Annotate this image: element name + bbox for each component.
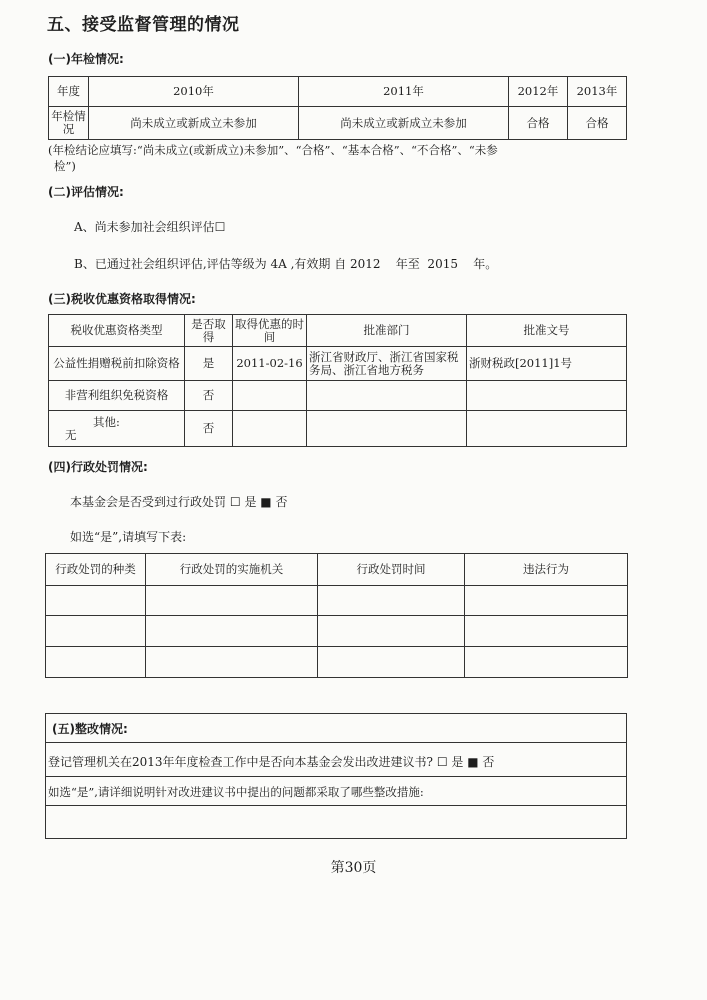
rectification-question-row [48, 753, 494, 770]
rectification-answer-field[interactable] [48, 807, 623, 835]
tax-cell-type: 非营利组织免税资格 [49, 381, 185, 411]
annual-table [48, 76, 627, 140]
penalty-question: 本基金会是否受到过行政处罚 [70, 495, 227, 509]
rectification-fill-hint: 如选“是”,请详细说明针对改进建议书中提出的问题都采取了哪些整改措施: [48, 785, 424, 799]
penalty-cell[interactable] [146, 586, 318, 616]
rectification-yes-checkbox[interactable]: ☐ [436, 755, 448, 769]
penalty-cell[interactable] [465, 616, 628, 647]
tax-cell-department [307, 411, 467, 447]
penalty-cell[interactable] [46, 647, 146, 678]
tax-cell-obtained: 否 [185, 411, 233, 447]
annual-year-2012: 2012年 [509, 77, 568, 107]
penalty-cell[interactable] [146, 647, 318, 678]
rectification-divider [46, 742, 626, 743]
penalty-no-checkbox[interactable]: ■ [260, 495, 272, 509]
tax-header-obtained: 是否取得 [185, 315, 233, 347]
penalty-cell[interactable] [318, 586, 465, 616]
tax-header-type: 税收优惠资格类型 [49, 315, 185, 347]
penalty-no-label: 否 [275, 495, 288, 509]
penalty-yes-checkbox[interactable]: ☐ [229, 495, 241, 509]
annual-result-2012: 合格 [509, 107, 568, 140]
penalty-cell[interactable] [318, 616, 465, 647]
tax-cell-department: 浙江省财政厅、浙江省国家税务局、浙江省地方税务 [307, 347, 467, 381]
penalty-cell[interactable] [465, 586, 628, 616]
tax-other-label: 其他: [93, 414, 120, 429]
page-number: 第30页 [330, 860, 377, 876]
rectification-heading: (五)整改情况: [52, 722, 128, 736]
annual-note-line2: 检”) [54, 159, 76, 173]
rectification-box [45, 713, 627, 839]
tax-cell-department [307, 381, 467, 411]
evaluation-option-a-checkbox[interactable]: ☐ [214, 220, 226, 234]
annual-note-line1: (年检结论应填写:“尚未成立(或新成立)未参加”、“合格”、“基本合格”、“不合格”、“未参 [48, 143, 498, 157]
annual-result-label: 年检情况 [49, 107, 89, 140]
penalty-header-agency: 行政处罚的实施机关 [146, 554, 318, 586]
penalty-question-row [70, 493, 287, 510]
annual-year-2013: 2013年 [568, 77, 627, 107]
rectification-divider [46, 805, 626, 806]
annual-header-label: 年度 [49, 77, 89, 107]
tax-cell-obtained: 否 [185, 381, 233, 411]
penalty-cell[interactable] [146, 616, 318, 647]
tax-table [48, 314, 627, 447]
tax-cell-type: 公益性捐赠税前扣除资格 [49, 347, 185, 381]
tax-cell-document [467, 381, 627, 411]
rectification-question: 登记管理机关在2013年年度检查工作中是否向本基金会发出改进建议书? [48, 755, 433, 769]
tax-cell-obtained: 是 [185, 347, 233, 381]
page-title: 五、接受监督管理的情况 [47, 15, 240, 35]
rectification-no-checkbox[interactable]: ■ [467, 755, 479, 769]
tax-other-value: 无 [65, 427, 77, 442]
penalty-cell[interactable] [46, 616, 146, 647]
penalty-heading: (四)行政处罚情况: [48, 460, 148, 474]
penalty-table [45, 553, 628, 678]
rectification-divider [46, 776, 626, 777]
tax-cell-document [467, 411, 627, 447]
rectification-no-label: 否 [482, 755, 495, 769]
annual-result-2010: 尚未成立或新成立未参加 [89, 107, 299, 140]
tax-cell-time [233, 381, 307, 411]
rectification-yes-label: 是 [451, 755, 464, 769]
penalty-cell[interactable] [46, 586, 146, 616]
penalty-header-violation: 违法行为 [465, 554, 628, 586]
penalty-header-type: 行政处罚的种类 [46, 554, 146, 586]
annual-result-2011: 尚未成立或新成立未参加 [299, 107, 509, 140]
tax-cell-document: 浙财税政[2011]1号 [467, 347, 627, 381]
tax-header-document: 批准文号 [467, 315, 627, 347]
penalty-cell[interactable] [318, 647, 465, 678]
tax-cell-time [233, 411, 307, 447]
tax-header-department: 批准部门 [307, 315, 467, 347]
annual-heading: (一)年检情况: [48, 52, 124, 66]
annual-year-2011: 2011年 [299, 77, 509, 107]
tax-cell-time: 2011-02-16 [233, 347, 307, 381]
penalty-header-time: 行政处罚时间 [318, 554, 465, 586]
annual-result-2013: 合格 [568, 107, 627, 140]
tax-heading: (三)税收优惠资格取得情况: [48, 292, 196, 306]
evaluation-option-a [74, 218, 225, 235]
tax-cell-type-other [49, 411, 185, 447]
penalty-fill-hint: 如选“是”,请填写下表: [70, 530, 187, 544]
evaluation-option-a-label: A、尚未参加社会组织评估 [74, 220, 215, 234]
evaluation-heading: (二)评估情况: [48, 185, 124, 199]
penalty-yes-label: 是 [244, 495, 257, 509]
penalty-cell[interactable] [465, 647, 628, 678]
evaluation-option-b: B、已通过社会组织评估,评估等级为 4A ,有效期 自 2012 年至 2015 年。 [74, 257, 498, 271]
tax-header-time: 取得优惠的时间 [233, 315, 307, 347]
annual-year-2010: 2010年 [89, 77, 299, 107]
